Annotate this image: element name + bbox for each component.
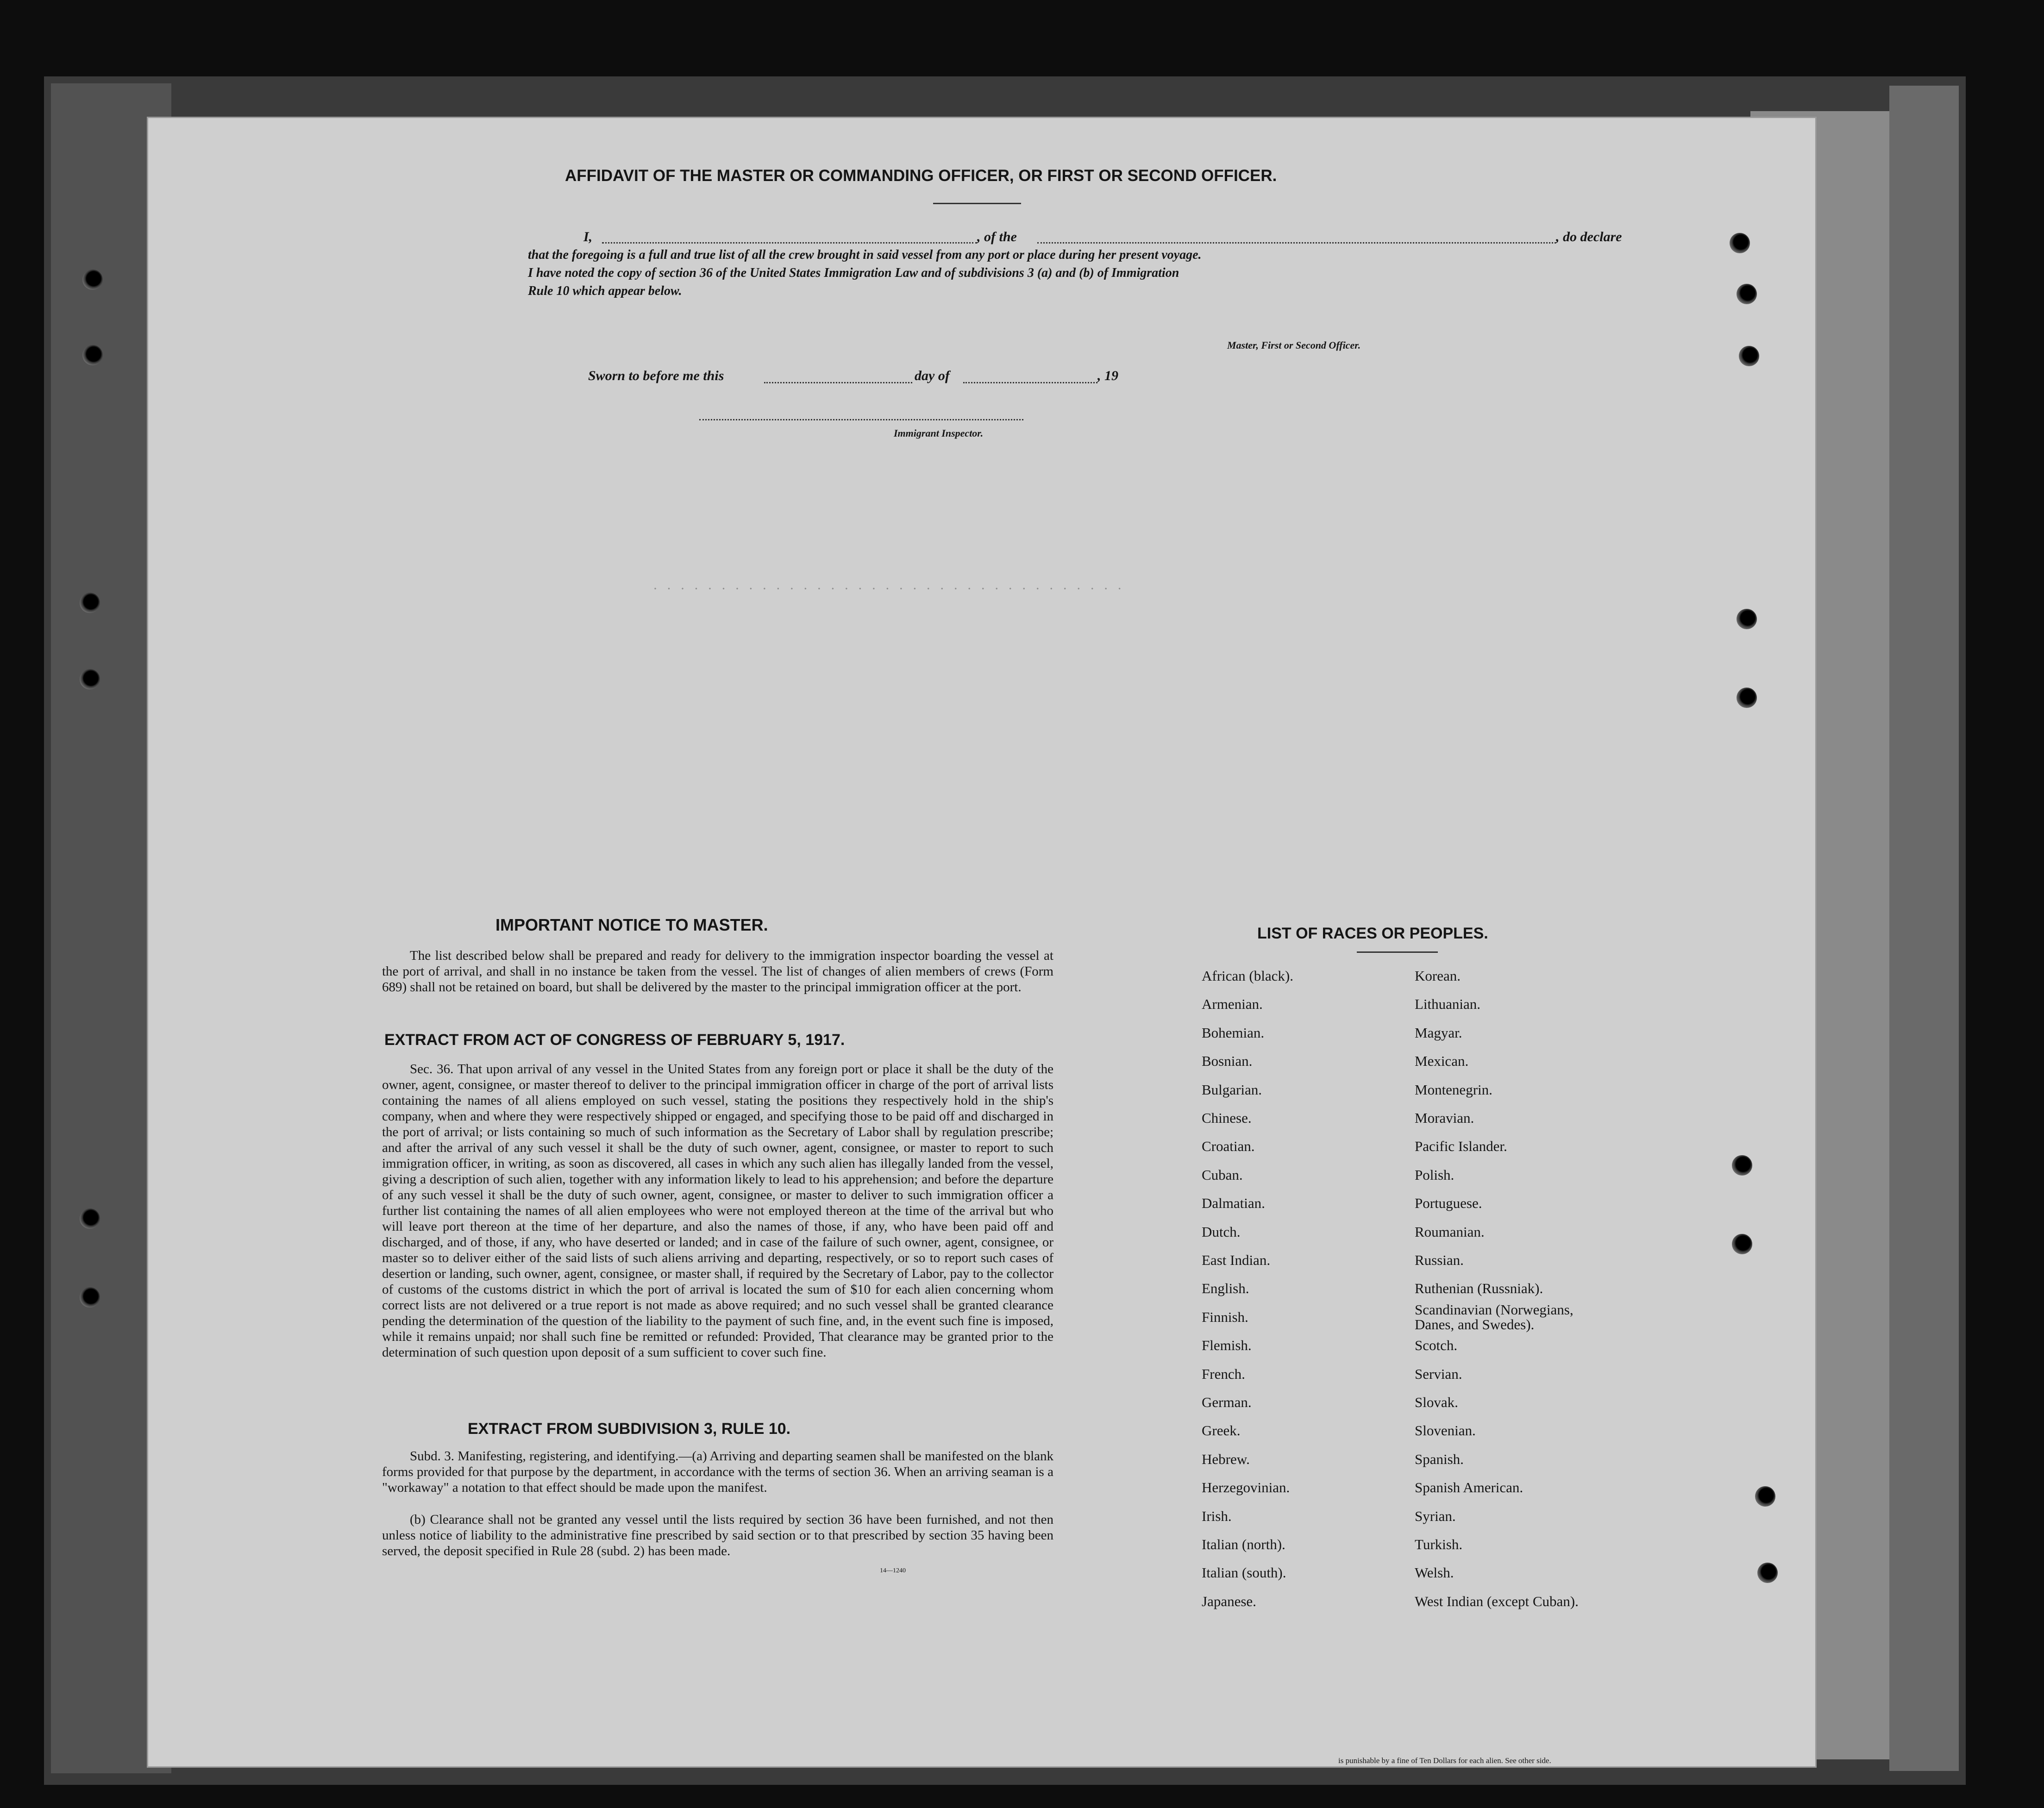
race-item: Portuguese. — [1415, 1195, 1482, 1212]
binder-hole-icon — [80, 1208, 100, 1229]
affidavit-of-the: , of the — [977, 229, 1017, 244]
sworn-month-field[interactable] — [963, 382, 1097, 383]
race-item: Russian. — [1415, 1252, 1464, 1268]
binder-hole-icon — [1737, 609, 1757, 629]
notice-heading: IMPORTANT NOTICE TO MASTER. — [495, 915, 768, 934]
affidavit-do-declare: , do declare — [1556, 229, 1622, 244]
race-item: German. — [1202, 1394, 1252, 1410]
form-code: 14—1240 — [880, 1567, 906, 1574]
binder-hole-icon — [1737, 284, 1757, 304]
races-underline — [1357, 951, 1438, 953]
binder-hole-icon — [80, 593, 100, 613]
race-item: Spanish American. — [1415, 1479, 1524, 1496]
rule-heading: EXTRACT FROM SUBDIVISION 3, RULE 10. — [468, 1420, 791, 1438]
binder-hole-icon — [82, 269, 103, 290]
binder-hole-icon — [1755, 1486, 1775, 1507]
race-item: Polish. — [1415, 1166, 1455, 1183]
race-item: Flemish. — [1202, 1337, 1252, 1354]
footer-note: is punishable by a fine of Ten Dollars for each alien. See other side. — [1338, 1756, 1551, 1765]
affidavit-title: AFFIDAVIT OF THE MASTER OR COMMANDING OFFICER, OR FIRST OR SECOND OFFICER. — [565, 167, 1277, 185]
race-item: Hebrew. — [1202, 1451, 1250, 1467]
race-item: Greek. — [1202, 1422, 1241, 1439]
affidavit-line-4: Rule 10 which appear below. — [528, 284, 682, 298]
affidavit-page — [148, 118, 1815, 1766]
race-item: Magyar. — [1415, 1024, 1462, 1041]
binder-hole-icon — [82, 345, 103, 365]
vessel-name-field[interactable] — [1037, 242, 1556, 244]
master-signature-label: Master, First or Second Officer. — [1227, 339, 1361, 351]
binder-hole-icon — [1739, 346, 1759, 366]
affidavit-line-3: I have noted the copy of section 36 of the United States Immigration Law and of subdivisions 3 (a) and (b) of Immigration — [528, 266, 1179, 280]
title-underline — [933, 203, 1021, 204]
race-item: Moravian. — [1415, 1110, 1474, 1126]
sworn-label: Sworn to before me this — [588, 368, 724, 383]
race-item: Montenegrin. — [1415, 1081, 1492, 1098]
master-name-field[interactable] — [602, 242, 977, 244]
sworn-year-label: , 19 — [1097, 368, 1118, 383]
binder-hole-icon — [1757, 1563, 1778, 1583]
inspector-signature-field[interactable] — [699, 419, 1023, 420]
race-item: Scandinavian (Norwegians, Danes, and Swedes). — [1415, 1301, 1574, 1333]
race-item: Dalmatian. — [1202, 1195, 1265, 1212]
binder-hole-icon — [1732, 1155, 1752, 1176]
race-item: Mexican. — [1415, 1053, 1469, 1070]
affidavit-i: I, — [583, 229, 593, 244]
race-item: Ruthenian (Russniak). — [1415, 1280, 1543, 1297]
race-item: Japanese. — [1202, 1593, 1256, 1609]
race-item: Turkish. — [1415, 1536, 1463, 1552]
binder-hole-icon — [80, 1287, 100, 1308]
act-body: Sec. 36. That upon arrival of any vessel in the United States from any foreign port or place it shall be the duty of the owner, agent, consignee, or master thereof to deliver to the principal immigration officer in charge of the port of arrival lists containing the names of all aliens employed on such vessel, stating the positions they respectively hold in the ship's company, when and where they were respectively shipped or engaged, and specifying those to be paid off and discharged in the port of arrival; or lists containing so much of such information as the Secretary of Labor shall by regulation prescribe; and after the arrival of any such vessel it shall be the duty of such owner, agent, consignee, or master to report to such immigration officer, in writing, as soon as discovered, all cases in which any such alien has illegally landed from the vessel, giving a description of such alien, together with any information likely to lead to his apprehension; and before the departure of any such vessel it shall be the duty of such owner, agent, consignee, or master to deliver to such immigration officer a further list containing the names of all alien employees who were not employed thereon at the time of the arrival but who will leave port thereon at the time of her departure, and also the names of those, if any, who have been paid off and discharged, and of those, if any, who have deserted or landed; and in case of the failure of such owner, agent, consignee, or master so to deliver either of the said lists of such aliens arriving and departing, respectively, or so to report such cases of desertion or landing, such owner, agent, consignee, or master shall, if required by the Secretary of Labor, pay to the collector of customs of the customs district in which the port of arrival is located the sum of $10 for each alien concerning whom correct lists are not delivered or a true report is not made as above required; and no such vessel shall be granted clearance pending the determination of the question of the liability to the payment of such fine, and, in the event such fine is imposed, while it remains unpaid; nor shall such fine be remitted or refunded: Provided, That clearance may be granted prior to the determination of such question upon deposit of a sum sufficient to cover such fine. — [382, 1062, 1053, 1360]
race-item: Italian (north). — [1202, 1536, 1285, 1552]
race-item: Herzegovinian. — [1202, 1479, 1290, 1496]
affidavit-line-2: that the foregoing is a full and true list of all the crew brought in said vessel from any port or place during her present voyage. — [528, 248, 1202, 262]
race-item: Pacific Islander. — [1415, 1138, 1507, 1155]
bleed-through-text: · · · · · · · · · · · · · · · · · · · · · · · · · · · · · · · · · · · — [653, 581, 1125, 596]
rule-para-b: (b) Clearance shall not be granted any vessel until the lists required by section 36 have been furnished, and not then unless notice of liability to the administrative fine prescribed by said section or to that prescribed by section 35 having been served, the deposit specified in Rule 28 (subd. 2) has been made. — [382, 1512, 1053, 1558]
race-item: Slovak. — [1415, 1394, 1458, 1410]
race-item: Irish. — [1202, 1508, 1232, 1524]
inspector-label: Immigrant Inspector. — [894, 427, 984, 439]
notice-body: The list described below shall be prepared and ready for delivery to the immigration inspector boarding the vessel at the port of arrival, and shall in no instance be taken from the vessel. The list of changes of alien members of crews (Form 689) shall not be retained on board, but shall be delivered by the master to the principal immigration officer at the port. — [382, 948, 1053, 995]
race-item: Bulgarian. — [1202, 1081, 1262, 1098]
race-item: Lithuanian. — [1415, 996, 1481, 1013]
race-item: Korean. — [1415, 968, 1461, 984]
race-item: Chinese. — [1202, 1110, 1252, 1126]
binder-hole-icon — [80, 669, 100, 689]
race-item: Slovenian. — [1415, 1422, 1476, 1439]
binder-hole-icon — [1737, 688, 1757, 708]
race-item: Syrian. — [1415, 1508, 1456, 1524]
sworn-day-field[interactable] — [764, 382, 912, 383]
act-heading: EXTRACT FROM ACT OF CONGRESS OF FEBRUARY 5, 1917. — [384, 1031, 845, 1049]
binding-strip-right — [1889, 86, 1959, 1771]
race-item: Roumanian. — [1415, 1223, 1485, 1240]
race-item: Croatian. — [1202, 1138, 1255, 1155]
race-item: French. — [1202, 1365, 1245, 1382]
race-item: Bohemian. — [1202, 1024, 1265, 1041]
race-item: African (black). — [1202, 968, 1293, 984]
rule-para-a: Subd. 3. Manifesting, registering, and identifying.—(a) Arriving and departing seamen shall be manifested on the blank forms provided for that purpose by the department, in accordance with the terms of section 36. When an arriving seaman is a "workaway" a notation to that effect should be made upon the manifest. — [382, 1449, 1053, 1495]
race-item: Scotch. — [1415, 1337, 1458, 1354]
binder-hole-icon — [1730, 233, 1750, 253]
race-item: Spanish. — [1415, 1451, 1464, 1467]
race-item: Welsh. — [1415, 1564, 1454, 1581]
binder-hole-icon — [1732, 1234, 1752, 1254]
race-item: Cuban. — [1202, 1166, 1243, 1183]
race-item: Servian. — [1415, 1365, 1462, 1382]
day-of-label: day of — [915, 368, 950, 383]
race-item: Dutch. — [1202, 1223, 1241, 1240]
race-item: Armenian. — [1202, 996, 1263, 1013]
race-item: Finnish. — [1202, 1308, 1248, 1325]
races-heading: LIST OF RACES OR PEOPLES. — [1257, 925, 1488, 942]
race-item: East Indian. — [1202, 1252, 1271, 1268]
race-item: Italian (south). — [1202, 1564, 1286, 1581]
race-item: English. — [1202, 1280, 1249, 1297]
race-item: Bosnian. — [1202, 1053, 1253, 1070]
race-item: West Indian (except Cuban). — [1415, 1593, 1579, 1609]
